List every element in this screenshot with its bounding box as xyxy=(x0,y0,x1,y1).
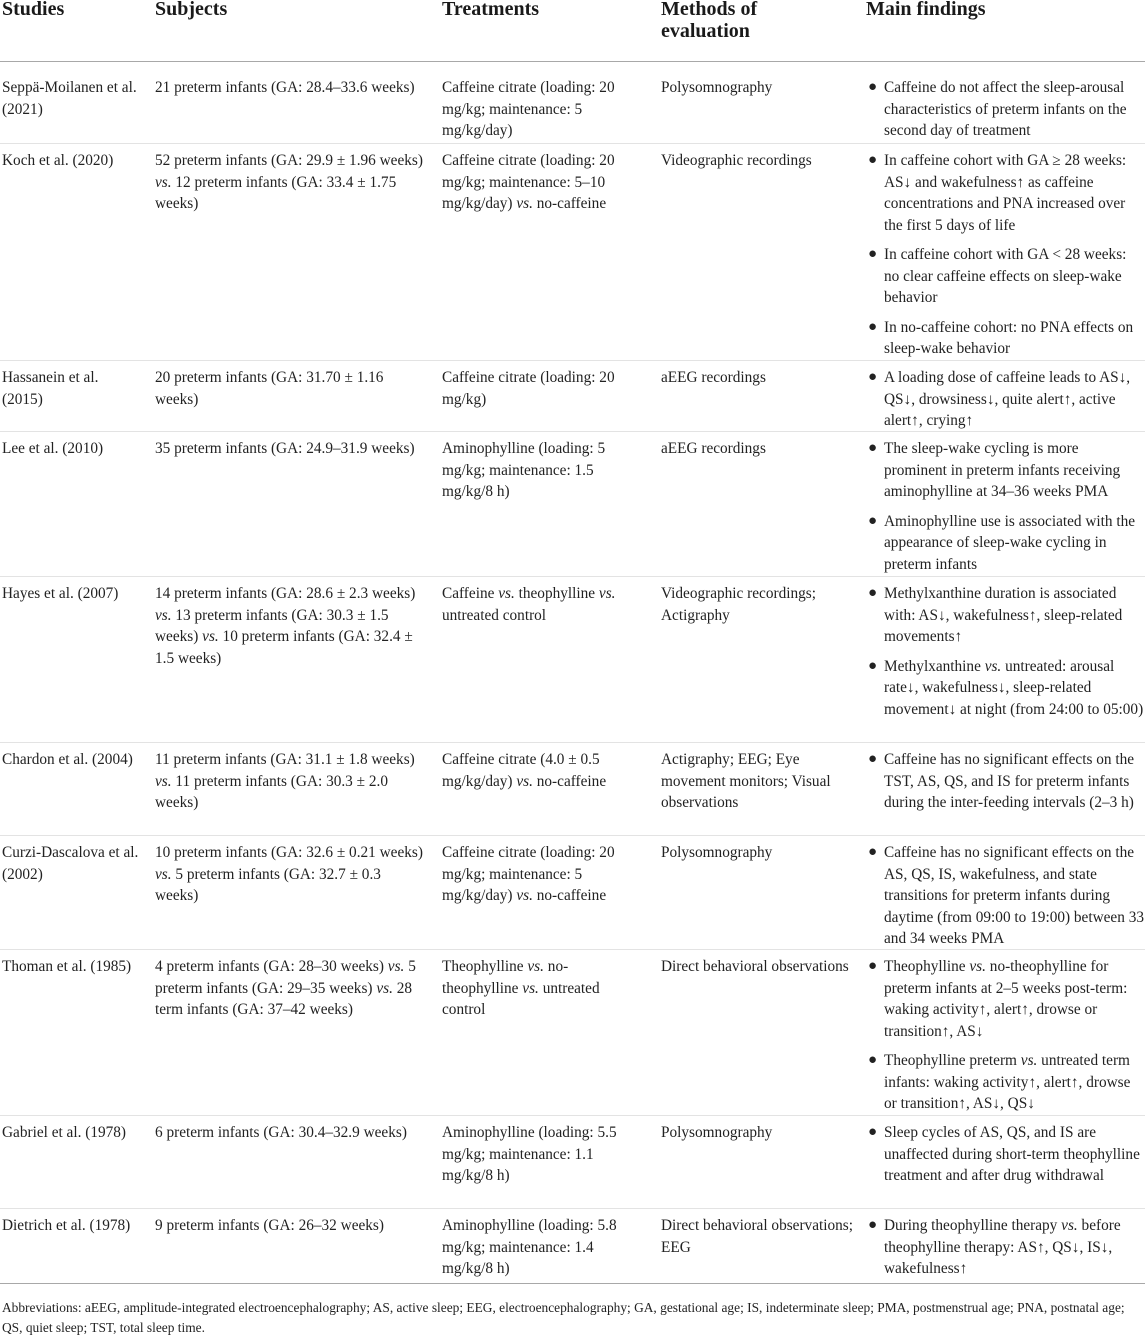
subjects-cell: 52 preterm infants (GA: 29.9 ± 1.96 weeks) vs. 12 preterm infants (GA: 33.4 ± 1.75 weeks) xyxy=(155,152,423,212)
study-cell: Curzi-Dascalova et al. (2002) xyxy=(2,844,139,883)
finding-text: Sleep cycles of AS, QS, and IS are unaffected during short-term theophylline treatment and after drug withdrawal xyxy=(884,1124,1140,1184)
bullet-icon: ● xyxy=(868,958,878,974)
study-cell: Koch et al. (2020) xyxy=(2,152,114,169)
treatments-cell: Caffeine vs. theophylline vs. untreated control xyxy=(442,585,616,624)
header-studies: Studies xyxy=(2,0,65,20)
table-row xyxy=(0,360,1145,429)
methods-cell: Direct behavioral observations; EEG xyxy=(661,1217,853,1256)
table-row xyxy=(0,742,1145,811)
treatments-cell: Aminophylline (loading: 5.8 mg/kg; maintenance: 1.4 mg/kg/8 h) xyxy=(442,1217,617,1277)
methods-cell: Videographic recordings; Actigraphy xyxy=(661,585,816,624)
bullet-icon: ● xyxy=(868,1217,878,1233)
finding-text: Caffeine do not affect the sleep-arousal characteristics of preterm infants on the second day of treatment xyxy=(884,79,1127,139)
table-row xyxy=(0,1208,1145,1277)
bullet-icon: ● xyxy=(868,79,878,95)
finding-item xyxy=(866,749,1144,814)
bullet-icon: ● xyxy=(868,657,878,674)
finding-text: In no-caffeine cohort: no PNA effects on sleep-wake behavior xyxy=(884,318,1134,357)
finding-item xyxy=(866,842,1144,950)
treatments-cell: Aminophylline (loading: 5 mg/kg; maintenance: 1.5 mg/kg/8 h) xyxy=(442,440,606,500)
bullet-icon: ● xyxy=(868,440,878,456)
finding-text: In caffeine cohort with GA ≥ 28 weeks: AS↓ and wakefulness↑ as caffeine concentrations and PNA increased over the first 5 days of life xyxy=(884,152,1127,234)
subjects-cell: 35 preterm infants (GA: 24.9–31.9 weeks) xyxy=(155,440,415,457)
study-cell: Hayes et al. (2007) xyxy=(2,585,119,602)
findings-cell xyxy=(866,1215,1144,1280)
table-row xyxy=(0,835,1145,947)
finding-item xyxy=(866,367,1144,432)
bullet-icon: ● xyxy=(868,512,878,529)
finding-item xyxy=(866,1050,1144,1115)
finding-text: During theophylline therapy vs. before theophylline therapy: AS↑, QS↓, IS↓, wakefulness↑ xyxy=(884,1217,1121,1277)
finding-text: The sleep-wake cycling is more prominent in preterm infants receiving aminophylline at 34–36 weeks PMA xyxy=(884,440,1121,500)
methods-cell: aEEG recordings xyxy=(661,369,766,386)
header-findings: Main findings xyxy=(866,0,986,20)
finding-item xyxy=(866,244,1144,309)
methods-cell: Direct behavioral observations xyxy=(661,958,849,975)
table-bottom-rule xyxy=(0,1283,1145,1284)
methods-cell: Polysomnography xyxy=(661,1124,773,1141)
bullet-icon: ● xyxy=(868,844,878,860)
findings-cell xyxy=(866,150,1144,360)
table-row xyxy=(0,576,1145,718)
methods-cell: aEEG recordings xyxy=(661,440,766,457)
finding-item xyxy=(866,317,1144,360)
bullet-icon: ● xyxy=(868,369,878,385)
finding-item xyxy=(866,511,1144,576)
methods-cell: Videographic recordings xyxy=(661,152,812,169)
treatments-cell: Caffeine citrate (loading: 20 mg/kg; maintenance: 5–10 mg/kg/day) vs. no-caffeine xyxy=(442,152,615,212)
finding-item xyxy=(866,956,1144,1042)
bullet-icon: ● xyxy=(868,1124,878,1140)
table-row xyxy=(0,143,1145,357)
methods-cell: Actigraphy; EEG; Eye movement monitors; Visual observations xyxy=(661,751,831,811)
subjects-cell: 14 preterm infants (GA: 28.6 ± 2.3 weeks) vs. 13 preterm infants (GA: 30.3 ± 1.5 weeks) vs. 10 preterm infants (GA: 32.4 ± 1.5 weeks) xyxy=(155,585,416,667)
subjects-cell: 4 preterm infants (GA: 28–30 weeks) vs. 5 preterm infants (GA: 29–35 weeks) vs. 28 term infants (GA: 37–42 weeks) xyxy=(155,958,416,1018)
finding-item xyxy=(866,150,1144,236)
subjects-cell: 21 preterm infants (GA: 28.4–33.6 weeks) xyxy=(155,79,415,96)
study-cell: Lee et al. (2010) xyxy=(2,440,104,457)
findings-cell xyxy=(866,1122,1144,1187)
finding-text: In caffeine cohort with GA < 28 weeks: no clear caffeine effects on sleep-wake behavior xyxy=(884,246,1127,306)
treatments-cell: Caffeine citrate (4.0 ± 0.5 mg/kg/day) vs. no-caffeine xyxy=(442,751,607,790)
finding-item xyxy=(866,438,1144,503)
header-methods: Methods of evaluation xyxy=(661,0,758,42)
abbreviations-footnote: Abbreviations: aEEG, amplitude-integrated electroencephalography; AS, active sleep; EEG, electroencephalography; GA, gestational age; IS, indeterminate sleep; PMA, postmenstrual age; PNA, postnatal age; QS, quiet sleep; TST, total sleep time. xyxy=(2,1300,1125,1335)
bullet-icon: ● xyxy=(868,318,878,335)
subjects-cell: 6 preterm infants (GA: 30.4–32.9 weeks) xyxy=(155,1124,407,1141)
treatments-cell: Caffeine citrate (loading: 20 mg/kg) xyxy=(442,369,615,408)
table-header xyxy=(0,0,1145,62)
study-cell: Chardon et al. (2004) xyxy=(2,751,133,768)
study-cell: Gabriel et al. (1978) xyxy=(2,1124,127,1141)
finding-text: Caffeine has no significant effects on the AS, QS, IS, wakefulness, and state transitions for preterm infants during daytime (from 09:00 to 19:00) between 33 and 34 weeks PMA xyxy=(884,844,1144,947)
bullet-icon: ● xyxy=(868,152,878,168)
table-row xyxy=(0,949,1145,1112)
subjects-cell: 11 preterm infants (GA: 31.1 ± 1.8 weeks) vs. 11 preterm infants (GA: 30.3 ± 2.0 weeks) xyxy=(155,751,415,811)
header-treatments: Treatments xyxy=(442,0,540,20)
finding-item xyxy=(866,656,1144,721)
findings-cell xyxy=(866,438,1144,575)
finding-item xyxy=(866,77,1144,142)
subjects-cell: 20 preterm infants (GA: 31.70 ± 1.16 weeks) xyxy=(155,369,384,408)
subjects-cell: 10 preterm infants (GA: 32.6 ± 0.21 weeks) vs. 5 preterm infants (GA: 32.7 ± 0.3 weeks) xyxy=(155,844,423,904)
study-cell: Hassanein et al. (2015) xyxy=(2,369,99,408)
bullet-icon: ● xyxy=(868,1052,878,1068)
header-subjects: Subjects xyxy=(155,0,228,20)
findings-cell xyxy=(866,367,1144,432)
finding-item xyxy=(866,1122,1144,1187)
bullet-icon: ● xyxy=(868,751,878,767)
methods-cell: Polysomnography xyxy=(661,844,773,861)
treatments-cell: Caffeine citrate (loading: 20 mg/kg; maintenance: 5 mg/kg/day) vs. no-caffeine xyxy=(442,844,615,904)
finding-text: Theophylline vs. no-theophylline for preterm infants at 2–5 weeks post-term: waking activity↑, alert↑, drowse or transition↑, AS↓ xyxy=(884,958,1128,1040)
finding-text: Caffeine has no significant effects on the TST, AS, QS, and IS for preterm infants during the inter-feeding intervals (2–3 h) xyxy=(884,751,1135,811)
findings-cell xyxy=(866,583,1144,720)
finding-text: Methylxanthine duration is associated with: AS↓, wakefulness↑, sleep-related movements↑ xyxy=(884,585,1123,645)
finding-text: Methylxanthine vs. untreated: arousal rate↓, wakefulness↓, sleep-related movement↓ at night (from 24:00 to 05:00) xyxy=(884,657,1144,718)
findings-cell xyxy=(866,77,1144,142)
bullet-icon: ● xyxy=(868,246,878,262)
findings-cell xyxy=(866,956,1144,1115)
study-cell: Dietrich et al. (1978) xyxy=(2,1217,131,1234)
treatments-cell: Theophylline vs. no-theophylline vs. untreated control xyxy=(442,958,600,1018)
finding-item xyxy=(866,1215,1144,1280)
treatments-cell: Aminophylline (loading: 5.5 mg/kg; maintenance: 1.1 mg/kg/8 h) xyxy=(442,1124,617,1184)
study-cell: Thoman et al. (1985) xyxy=(2,958,132,975)
finding-text: Theophylline preterm vs. untreated term infants: waking activity↑, alert↑, drowse or transition↑, AS↓, QS↓ xyxy=(884,1052,1131,1112)
treatments-cell: Caffeine citrate (loading: 20 mg/kg; maintenance: 5 mg/kg/day) xyxy=(442,79,615,139)
subjects-cell: 9 preterm infants (GA: 26–32 weeks) xyxy=(155,1217,384,1234)
finding-text: A loading dose of caffeine leads to AS↓, QS↓, drowsiness↓, quite alert↑, active alert↑, crying↑ xyxy=(884,369,1131,429)
table-row xyxy=(0,431,1145,573)
bullet-icon: ● xyxy=(868,585,878,601)
finding-item xyxy=(866,583,1144,648)
finding-text: Aminophylline use is associated with the appearance of sleep-wake cycling in preterm infants xyxy=(884,512,1136,573)
findings-cell xyxy=(866,749,1144,814)
study-cell: Seppä-Moilanen et al. (2021) xyxy=(2,79,137,118)
methods-cell: Polysomnography xyxy=(661,79,773,96)
findings-cell xyxy=(866,842,1144,950)
table-row xyxy=(0,1115,1145,1184)
